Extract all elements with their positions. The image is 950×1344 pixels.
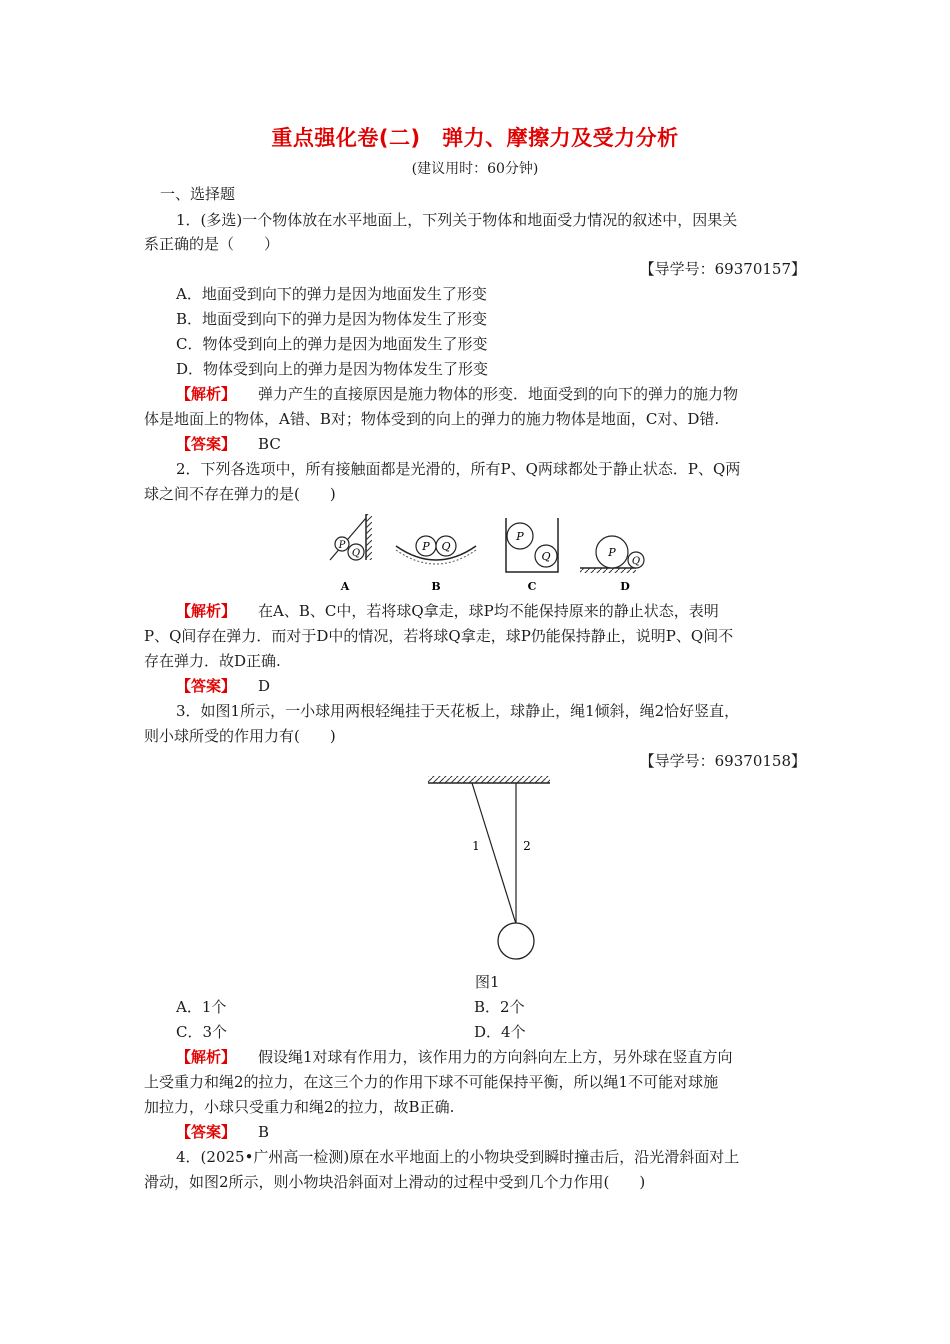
q3-option-b: B．2个 — [474, 998, 525, 1016]
figure-d-label: D — [620, 580, 630, 593]
q1-analysis-line1 — [176, 384, 738, 404]
q2-analysis-line1 — [176, 601, 719, 621]
q3-answer-value: B — [258, 1123, 270, 1141]
q3-answer — [176, 1122, 269, 1142]
q3-analysis-line2: 上受重力和绳2的拉力，在这三个力的作用下球不可能保持平衡，所以绳1不可能对球施 — [144, 1073, 719, 1091]
q2-answer — [176, 676, 270, 696]
analysis-tag: 【解析】 — [176, 602, 237, 620]
q2-analysis-line2: P、Q间存在弹力．而对于D中的情况，若将球Q拿走，球P仍能保持静止，说明P、Q间不 — [144, 627, 734, 645]
q4-stem-line1: 4．(2025•广州高一检测)原在水平地面上的小物块受到瞬时撞击后，沿光滑斜面对上 — [176, 1148, 740, 1166]
figure-b-label: B — [431, 580, 441, 593]
q3-analysis-text: 假设绳1对球有作用力，该作用力的方向斜向左上方，另外球在竖直方向 — [258, 1048, 733, 1066]
q3-figure-caption: 图1 — [475, 973, 500, 991]
q1-stem-line1: 1．(多选)一个物体放在水平地面上，下列关于物体和地面受力情况的叙述中，因果关 — [176, 211, 738, 229]
analysis-tag: 【解析】 — [176, 385, 237, 403]
section-heading: 一、选择题 — [160, 185, 236, 203]
figure-a-label: A — [340, 580, 350, 593]
q3-stem-line1: 3．如图1所示，一小球用两根轻绳挂于天花板上，球静止，绳1倾斜，绳2恰好竖直， — [176, 702, 740, 720]
ball-q-label: Q — [631, 556, 641, 567]
q2-answer-value: D — [258, 677, 271, 695]
ball-p-label: P — [516, 530, 524, 543]
q1-analysis-text: 弹力产生的直接原因是施力物体的形变．地面受到的向下的弹力的施力物 — [258, 385, 739, 403]
q1-answer — [176, 434, 281, 454]
answer-tag: 【答案】 — [176, 1123, 237, 1141]
q1-option-c: C．物体受到向上的弹力是因为地面发生了形变 — [176, 335, 488, 353]
q3-option-a: A．1个 — [176, 998, 227, 1016]
ball-q-label: Q — [541, 550, 551, 563]
q2-analysis-text: 在A、B、C中，若将球Q拿走，球P均不能保持原来的静止状态，表明 — [258, 602, 719, 620]
analysis-tag: 【解析】 — [176, 1048, 237, 1066]
rope-2-label: 2 — [523, 839, 531, 853]
q1-option-a: A．地面受到向下的弹力是因为地面发生了形变 — [176, 285, 487, 303]
q3-analysis-line3: 加拉力，小球只受重力和绳2的拉力，故B正确. — [144, 1098, 455, 1116]
figure-c-label: C — [527, 580, 537, 593]
q1-analysis-line2: 体是地面上的物体，A错、B对；物体受到的向上的弹力的施力物体是地面，C对、D错. — [144, 410, 720, 428]
q1-stem-line2: 系正确的是（ ） — [144, 235, 280, 253]
page-subtitle: (建议用时：60分钟) — [411, 161, 539, 177]
answer-tag: 【答案】 — [176, 435, 237, 453]
figure-c — [506, 518, 558, 593]
rope-1 — [472, 783, 516, 924]
q3-option-c: C．3个 — [176, 1023, 228, 1041]
figure-b — [396, 536, 476, 593]
q1-option-d: D．物体受到向上的弹力是因为物体发生了形变 — [176, 360, 489, 378]
q1-guide-number: 【导学号：69370157】 — [639, 260, 806, 278]
ball-p-label: P — [338, 540, 346, 551]
page-title: 重点强化卷(二) 弹力、摩擦力及受力分析 — [271, 126, 679, 150]
figure-a — [330, 514, 372, 593]
q2-analysis-line3: 存在弹力．故D正确. — [144, 652, 281, 670]
q3-pendulum-figure — [420, 772, 560, 962]
q3-analysis-line1 — [176, 1047, 733, 1067]
ceiling-hatch — [428, 776, 550, 783]
figure-d — [580, 536, 644, 593]
ball-q-label: Q — [351, 548, 361, 559]
q2-stem-line2: 球之间不存在弹力的是( ) — [144, 485, 336, 503]
q2-stem-line1: 2．下列各选项中，所有接触面都是光滑的，所有P、Q两球都处于静止状态．P、Q两 — [176, 460, 741, 478]
ball-p-label: P — [608, 546, 616, 559]
q3-option-d: D．4个 — [474, 1023, 526, 1041]
ball-q-label: Q — [441, 540, 451, 553]
q2-figure-row — [318, 510, 641, 598]
q4-stem-line2: 滑动，如图2所示，则小物块沿斜面对上滑动的过程中受到几个力作用( ) — [144, 1173, 646, 1191]
q1-answer-value: BC — [258, 435, 281, 453]
ball-p-label: P — [422, 540, 430, 553]
q1-option-b: B．地面受到向下的弹力是因为物体发生了形变 — [176, 310, 488, 328]
rope-1-label: 1 — [472, 839, 480, 853]
answer-tag: 【答案】 — [176, 677, 237, 695]
q3-stem-line2: 则小球所受的作用力有( ) — [144, 727, 336, 745]
q3-guide-number: 【导学号：69370158】 — [639, 752, 806, 770]
ball — [498, 923, 534, 959]
